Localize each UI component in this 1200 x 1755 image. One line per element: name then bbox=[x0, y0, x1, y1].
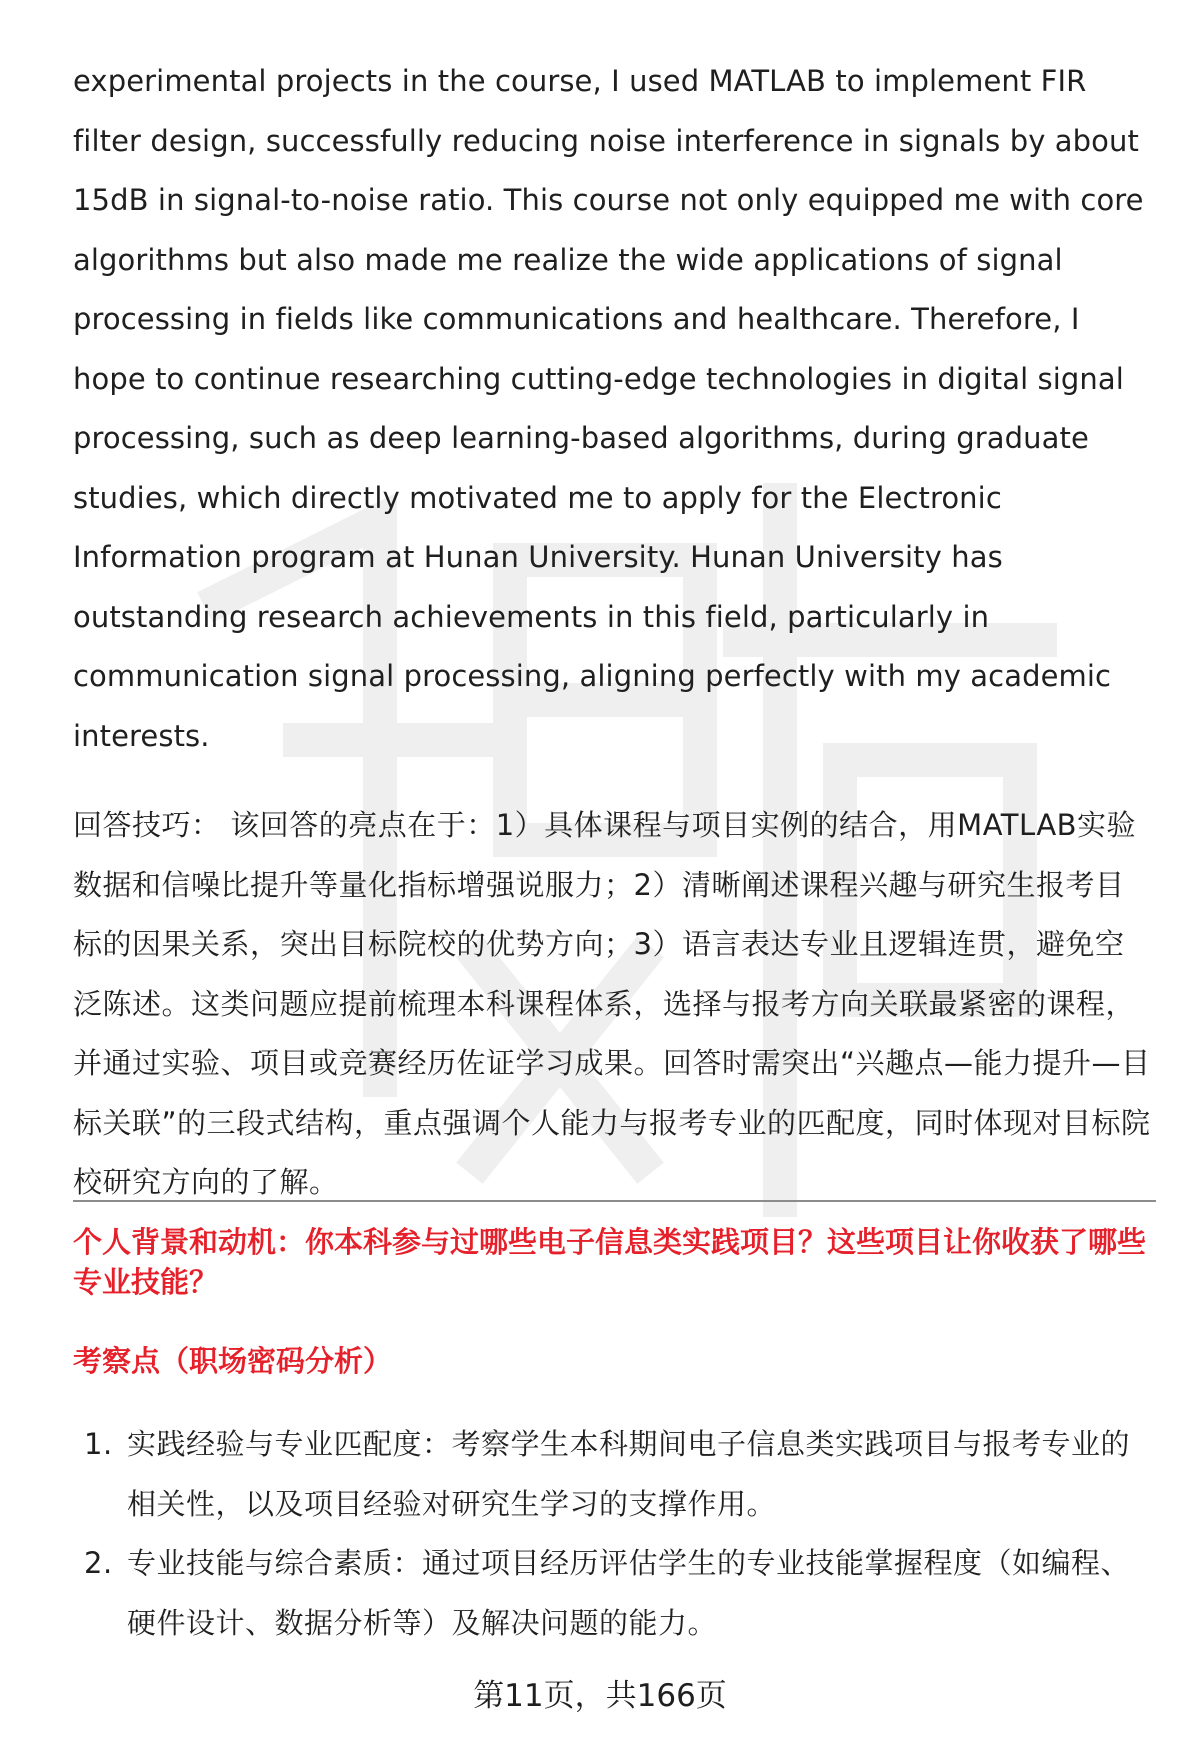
list-item-text: 实践经验与专业匹配度：考察学生本科期间电子信息类实践项目与报考专业的相关性，以及项目经验对研究生学习的支撑作用。 bbox=[127, 1427, 1131, 1521]
answer-tips-paragraph: 回答技巧： 该回答的亮点在于：1）具体课程与项目实例的结合，用MATLAB实验数据和信噪比提升等量化指标增强说服力；2）清晰阐述课程兴趣与研究生报考目标的因果关系，突出目标院校的优势方向；3）语言表达专业且逻辑连贯，避免空泛陈述。这类问题应提前梳理本科课程体系，选择与报考方向关联最紧密的课程，并通过实验、项目或竞赛经历佐证学习成果。回答时需突出“兴趣点—能力提升—目标关联”的三段式结构，重点强调个人能力与报考专业的匹配度，同时体现对目标院校研究方向的了解。 bbox=[73, 808, 1151, 1199]
list-item-number: 1. bbox=[84, 1427, 113, 1461]
list-item-number: 2. bbox=[84, 1546, 113, 1580]
list-item bbox=[73, 1534, 1158, 1653]
question-title: 个人背景和动机：你本科参与过哪些电子信息类实践项目？这些项目让你收获了哪些专业技能？ bbox=[73, 1225, 1147, 1299]
intro-paragraph: experimental projects in the course, I used MATLAB to implement FIR filter design, successfully reducing noise interference in signals by about 15dB in signal-to-noise ratio. This course not only equipped me with core algorithms but also made me realize the wide applications of signal processing in fields like communications and healthcare. Therefore, I hope to continue researching cutting-edge technologies in digital signal processing, such as deep learning-based algorithms, during graduate studies, which directly motivated me to apply for the Electronic Information program at Hunan University. Hunan University has outstanding research achievements in this field, particularly in communication signal processing, aligning perfectly with my academic interests. bbox=[73, 64, 1144, 753]
assessment-points-heading: 考察点（职场密码分析） bbox=[73, 1344, 393, 1378]
page-content bbox=[73, 52, 1153, 1213]
page-number: 第11页，共166页 bbox=[473, 1678, 727, 1714]
list-item-text: 专业技能与综合素质：通过项目经历评估学生的专业技能掌握程度（如编程、硬件设计、数据分析等）及解决问题的能力。 bbox=[127, 1546, 1131, 1640]
assessment-points-list bbox=[73, 1415, 1158, 1653]
list-item bbox=[73, 1415, 1158, 1534]
section-divider bbox=[73, 1200, 1156, 1202]
